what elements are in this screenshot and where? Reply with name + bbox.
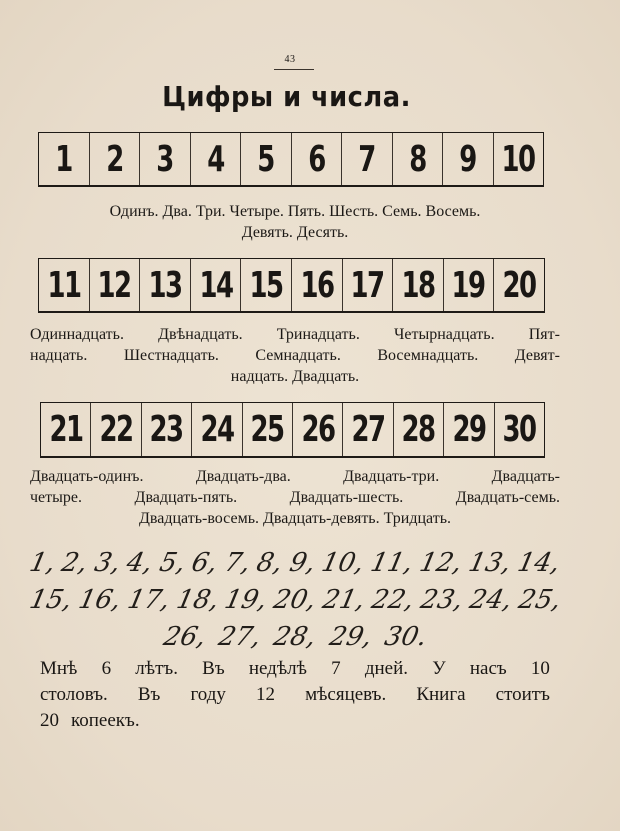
word: 7 (331, 658, 341, 679)
numeral: 22 (99, 409, 133, 450)
sentence-line (40, 682, 550, 708)
script-numeral: 9, (286, 548, 318, 578)
numeral-cell (39, 259, 89, 311)
script-numeral: 7, (221, 548, 254, 578)
numeral-cell (494, 403, 544, 456)
numeral: 16 (300, 264, 334, 306)
word: Двадцать-восемь. Двадцать-девять. Тридцать. (138, 510, 452, 527)
numeral: 4 (206, 138, 224, 180)
word: Книга (416, 684, 466, 705)
numeral: 23 (149, 409, 184, 450)
numeral-cell (139, 133, 190, 185)
script-numeral: 11, (368, 548, 417, 578)
script-numeral: 22, (368, 585, 417, 615)
word: Двадцать- (491, 468, 560, 485)
page-title: Цифры и числа. (162, 80, 411, 113)
script-line (26, 582, 564, 619)
example-sentences (40, 656, 550, 734)
numeral-cell (190, 133, 241, 185)
word: Двадцать-пять. (134, 489, 238, 506)
word: Двадцать-шесть. (289, 489, 404, 506)
numeral: 27 (351, 409, 385, 450)
word: году (190, 684, 226, 705)
numeral: 11 (47, 264, 81, 306)
word: копеекъ. (71, 710, 140, 731)
numeral: 6 (307, 138, 325, 180)
word: четыре. (30, 489, 82, 506)
numeral: 14 (198, 264, 233, 306)
numeral-cell (139, 259, 190, 311)
numeral-cell (89, 133, 140, 185)
numeral-cell (240, 133, 291, 185)
script-numeral: 21, (320, 585, 368, 615)
numeral: 29 (452, 409, 486, 450)
word: Двѣнадцать. (158, 326, 243, 343)
numeral: 13 (148, 264, 182, 306)
numeral: 26 (301, 409, 335, 450)
numeral-cell (443, 259, 494, 311)
word: столовъ. (40, 684, 108, 705)
numeral-cell (392, 259, 443, 311)
word: 10 (530, 658, 550, 679)
sentence-line (40, 656, 550, 682)
script-numeral: 3, (91, 548, 124, 578)
text-line (30, 366, 560, 387)
script-numeral: 30. (381, 622, 430, 652)
word: Одиннадцать. (30, 326, 124, 343)
script-numeral: 1, (26, 548, 59, 578)
text-line (30, 466, 560, 487)
word: недѣлѣ (248, 658, 307, 679)
numeral: 24 (200, 409, 234, 450)
numeral: 2 (105, 138, 123, 180)
script-numeral: 12, (417, 548, 466, 578)
script-numeral: 17, (124, 585, 173, 615)
script-numeral: 2, (59, 548, 91, 578)
script-numeral: 27, (215, 622, 264, 652)
numeral: 8 (408, 138, 426, 180)
numeral-cell (89, 259, 140, 311)
number-words-21-30 (30, 466, 560, 529)
word: 20 (40, 710, 59, 731)
word: Шестнадцать. (123, 347, 219, 364)
word: Семнадцать. (255, 347, 341, 364)
script-numeral: 8, (254, 548, 286, 578)
numeral-cell (41, 403, 90, 456)
word: 12 (255, 684, 275, 705)
script-numeral: 6, (189, 548, 221, 578)
numeral-grid-1-10 (38, 132, 544, 187)
page-number-rule (274, 69, 314, 70)
word: Мнѣ (40, 658, 78, 679)
word: надцать. Двадцать. (230, 368, 360, 385)
numeral: 28 (401, 409, 436, 450)
word: Двадцать-три. (343, 468, 440, 485)
word: У (432, 658, 446, 679)
script-numeral: 14, (515, 548, 564, 578)
script-numeral: 19, (222, 585, 271, 615)
numeral-cell (90, 403, 140, 456)
numeral-cell (443, 403, 493, 456)
word: Пят- (528, 326, 560, 343)
number-words-11-20 (30, 324, 560, 387)
word: дней. (364, 658, 409, 679)
numeral: 5 (257, 138, 275, 180)
numeral: 18 (401, 264, 435, 306)
numeral: 10 (501, 138, 535, 180)
numeral-cell (342, 403, 392, 456)
script-line (26, 545, 564, 582)
numeral-cell (341, 133, 392, 185)
numeral-grid-11-20 (38, 258, 545, 313)
numeral-cell (342, 259, 393, 311)
numeral-cell (493, 133, 544, 185)
numeral: 9 (459, 138, 477, 180)
word: Двадцать-одинъ. (30, 468, 144, 485)
numeral-cell (392, 133, 443, 185)
word: лѣтъ. (135, 658, 178, 679)
script-numeral: 23, (417, 585, 466, 615)
text-line (30, 508, 560, 529)
text-line (30, 487, 560, 508)
word: Въ (202, 658, 225, 679)
page-number: 43 (284, 54, 296, 65)
numeral: 3 (156, 138, 174, 180)
word: Въ (137, 684, 161, 705)
script-numeral: 13, (466, 548, 515, 578)
numeral-grid-21-30 (40, 402, 545, 458)
script-numeral: 25, (515, 585, 564, 615)
text-line: Одинъ. Два. Три. Четыре. Пять. Шесть. Семь. Восемь. (109, 203, 481, 220)
numeral: 7 (358, 138, 376, 180)
numeral-cell (240, 259, 291, 311)
numeral: 19 (451, 264, 486, 306)
word: Тринадцать. (276, 326, 360, 343)
numeral: 12 (97, 264, 131, 306)
script-numeral: 26, (160, 622, 209, 652)
numeral-cell (190, 259, 241, 311)
word: мѣсяцевъ. (305, 684, 387, 705)
word: Восемнадцать. (377, 347, 479, 364)
script-numeral: 24, (466, 585, 515, 615)
word: Четырнадцать. (394, 326, 495, 343)
word: Двадцать-семь. (455, 489, 560, 506)
word: надцать. (30, 347, 88, 364)
script-numeral: 18, (173, 585, 222, 615)
numeral: 1 (55, 138, 73, 180)
numeral-cell (442, 133, 493, 185)
word: 6 (101, 658, 112, 679)
numeral-cell (292, 403, 342, 456)
script-numeral: 5, (156, 548, 189, 578)
number-words-1-10 (30, 201, 560, 243)
numeral-cell (242, 403, 292, 456)
word: Двадцать-два. (195, 468, 291, 485)
numeral: 30 (502, 409, 536, 450)
text-line: Девять. Десять. (241, 224, 349, 241)
script-numeral: 10, (319, 548, 368, 578)
script-numeral: 29, (326, 622, 375, 652)
numeral: 20 (502, 264, 536, 306)
text-line (30, 345, 560, 366)
numeral-cell (393, 403, 443, 456)
numeral: 21 (49, 409, 83, 450)
numeral: 15 (249, 264, 283, 306)
script-numeral: 15, (26, 585, 75, 615)
handwritten-numerals (26, 545, 564, 656)
script-numeral: 16, (75, 585, 124, 615)
script-numeral: 4, (124, 548, 156, 578)
numeral-cell (493, 259, 544, 311)
word: стоитъ (495, 684, 550, 705)
script-numeral: 20, (271, 585, 319, 615)
script-numeral: 28, (271, 622, 319, 652)
numeral-cell (39, 133, 89, 185)
text-line (30, 324, 560, 345)
word: Девят- (514, 347, 560, 364)
numeral-cell (141, 403, 191, 456)
numeral-cell (291, 259, 342, 311)
numeral-cell (191, 403, 241, 456)
script-line (30, 619, 560, 656)
sentence-line (40, 708, 550, 734)
word: насъ (469, 658, 507, 679)
numeral-cell (291, 133, 342, 185)
numeral: 25 (250, 409, 284, 450)
numeral: 17 (350, 264, 384, 306)
